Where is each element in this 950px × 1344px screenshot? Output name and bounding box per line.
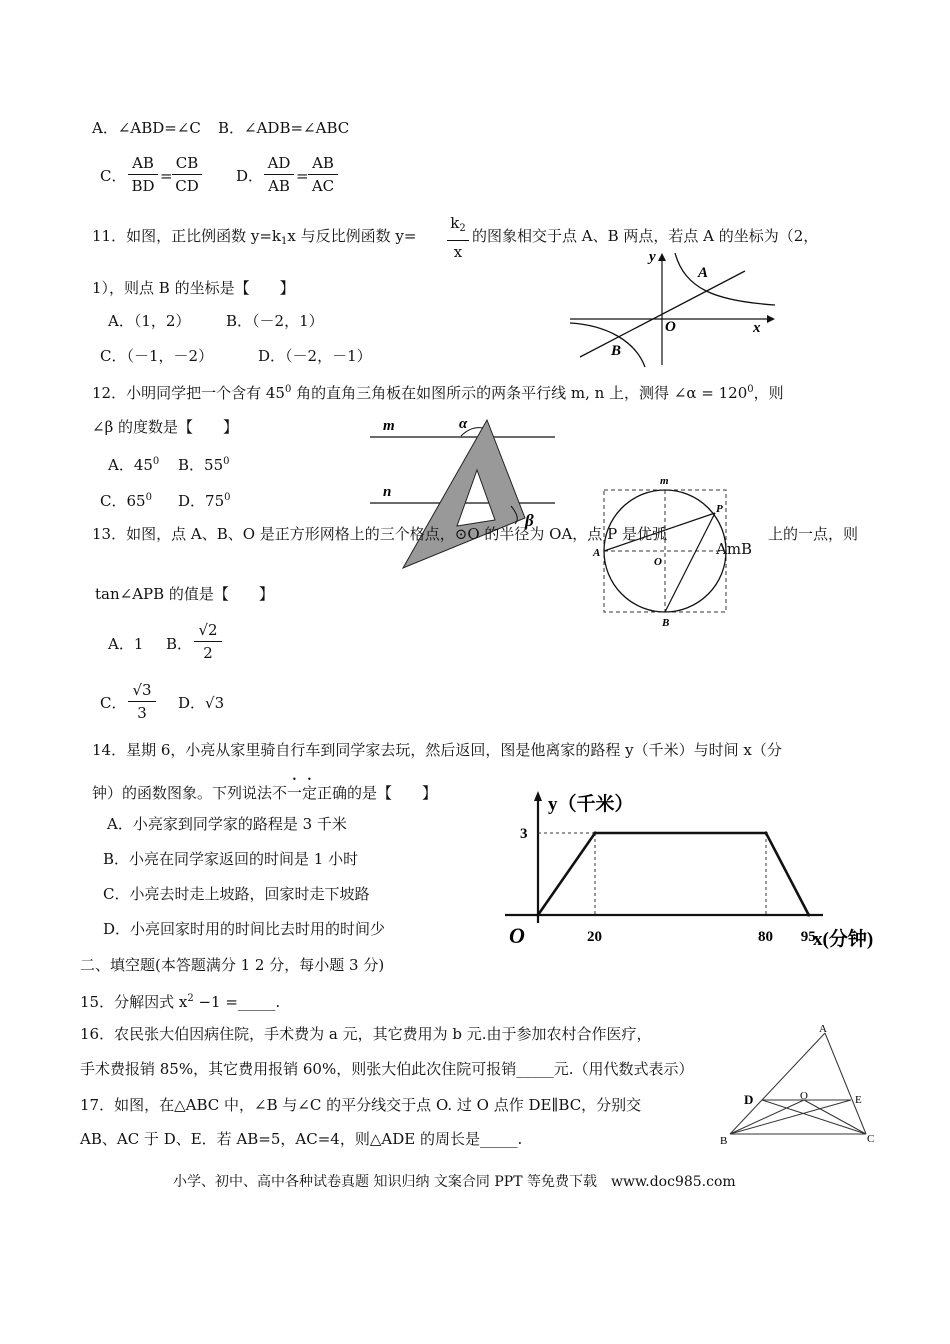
q10-option-c-label: C． bbox=[100, 167, 127, 185]
q13-option-b-label: B． bbox=[166, 635, 193, 653]
y-axis-arrow bbox=[534, 791, 542, 801]
y-axis-label: y bbox=[649, 249, 656, 265]
x-tick-label-80: 80 bbox=[758, 929, 773, 945]
data-point-0 bbox=[536, 913, 539, 916]
q13-answer-bracket: tan∠APB 的值是【 】 bbox=[95, 585, 274, 603]
point-b-label: B bbox=[611, 343, 622, 359]
q17-triangle-figure bbox=[718, 1020, 883, 1150]
q12-option-c: C．$65^0$ bbox=[100, 492, 152, 510]
x-axis-arrow bbox=[767, 315, 775, 323]
q10-option-c-right-fraction bbox=[172, 152, 202, 197]
y-axis-label: y（千米） bbox=[548, 794, 634, 815]
q13-option-b-fraction bbox=[194, 619, 222, 664]
q13-option-c-label: C． bbox=[100, 694, 127, 712]
q12-question-text: 12．小明同学把一个含有 $45^0$ 角的直角三角板在如图所示的两条平行线 m, n 上，测得 ∠α = $120^0$，则 bbox=[92, 384, 784, 402]
x-axis-label: x bbox=[753, 320, 761, 336]
triangle-ruler bbox=[403, 420, 525, 568]
q15-question-text: 15．分解因式 $x^2 -1$ =_____. bbox=[80, 993, 281, 1011]
q10-option-d-right-fraction bbox=[308, 152, 338, 197]
fraction-numerator: $k_2$ bbox=[447, 212, 469, 241]
fraction-denominator: AB bbox=[268, 177, 290, 195]
x-tick-label-20: 20 bbox=[587, 929, 602, 945]
q10-option-c-left-fraction bbox=[128, 152, 158, 197]
data-point-95 bbox=[807, 913, 810, 916]
arc-amb-label: AmB bbox=[716, 540, 753, 558]
q12-option-a: A．$45^0$ bbox=[108, 456, 160, 474]
q10-option-b: B．∠ADB=∠ABC bbox=[218, 119, 350, 137]
q14-option-c: C．小亮去时走上坡路，回家时走下坡路 bbox=[103, 885, 370, 903]
bisector-bo bbox=[730, 1100, 804, 1134]
fraction-numerator: AB bbox=[308, 152, 338, 175]
q10-option-a: A．∠ABD=∠C bbox=[92, 119, 201, 137]
line-n-label: n bbox=[383, 484, 392, 500]
fraction-numerator: AD bbox=[264, 152, 294, 175]
point-a-label: A bbox=[698, 265, 709, 281]
point-d-label: D bbox=[744, 1092, 754, 1107]
section-2-heading: 二、填空题(本答题满分 1 2 分，每小题 3 分) bbox=[80, 956, 385, 974]
q12-answer-bracket: ∠β 的度数是【 】 bbox=[92, 418, 239, 436]
point-b-label: B bbox=[720, 1135, 728, 1147]
alpha-label: α bbox=[459, 416, 468, 432]
side-ab bbox=[730, 1033, 825, 1134]
equals-sign: = bbox=[160, 167, 173, 185]
q11-question-text-cont: 的图象相交于点 A、B 两点，若点 A 的坐标为（2， bbox=[472, 227, 819, 245]
data-point-20 bbox=[593, 831, 596, 834]
q12-triangle-ruler-figure bbox=[365, 408, 560, 578]
point-e-label: E bbox=[855, 1094, 862, 1106]
data-point-80 bbox=[764, 831, 767, 834]
line-m-label: m bbox=[383, 418, 395, 434]
origin-label: O bbox=[509, 923, 525, 948]
point-o-label: O bbox=[800, 1090, 808, 1102]
q11-question-text: 11．如图，正比例函数 $y=k_1x$ 与反比例函数 y= bbox=[92, 227, 417, 247]
point-a-label: A bbox=[819, 1023, 827, 1035]
q10-option-d-label: D． bbox=[236, 167, 264, 185]
q10-option-d-left-fraction bbox=[264, 152, 294, 197]
q14-option-b: B．小亮在同学家返回的时间是 1 小时 bbox=[103, 850, 359, 868]
fraction-numerator: √2 bbox=[194, 619, 222, 642]
point-m-label: m bbox=[660, 475, 669, 487]
q13-question-text-cont: 上的一点，则 bbox=[768, 525, 859, 543]
y-tick-label-3: 3 bbox=[520, 826, 528, 842]
q14-question-text: 14．星期 6，小亮从家里骑自行车到同学家去玩，然后返回，图是他离家的路程 y（千米）与时间 x（分 bbox=[92, 741, 782, 759]
q11-fraction-k2-over-x bbox=[447, 212, 469, 263]
side-ac bbox=[825, 1033, 866, 1134]
q11-option-b: B．（－2，1） bbox=[226, 312, 324, 330]
circle-o bbox=[604, 490, 726, 612]
origin-label: O bbox=[665, 319, 676, 335]
y-axis-arrow bbox=[658, 253, 666, 261]
q14-option-a: A．小亮家到同学家的路程是 3 千米 bbox=[107, 815, 347, 833]
fraction-numerator: AB bbox=[128, 152, 158, 175]
q16-question-text: 16．农民张大伯因病住院，手术费为 a 元，其它费用为 b 元.由于参加农村合作医疗， bbox=[80, 1025, 652, 1043]
q11-answer-bracket: 1），则点 B 的坐标是【 】 bbox=[92, 279, 295, 297]
q13-circle-grid-figure bbox=[588, 470, 748, 630]
q11-option-a: A．（1，2） bbox=[108, 312, 191, 330]
point-o-label: O bbox=[654, 556, 662, 568]
point-p-label: P bbox=[716, 503, 723, 515]
q13-question-text: 13．如图，点 A、B、O 是正方形网格上的三个格点，⊙O 的半径为 OA，点 P 是优弧 bbox=[92, 525, 667, 543]
fraction-denominator: CD bbox=[175, 177, 199, 195]
q17-question-text-cont: AB、AC 于 D、E．若 AB=5，AC=4，则△ADE 的周长是_____. bbox=[80, 1130, 523, 1148]
fraction-denominator: x bbox=[453, 243, 463, 261]
beta-label: β bbox=[525, 511, 534, 530]
hyperbola-branch-1 bbox=[675, 253, 775, 305]
q11-function-graph bbox=[565, 245, 780, 370]
x-axis-label: x(分钟) bbox=[813, 929, 874, 950]
q11-option-c: C．（－1，－2） bbox=[100, 347, 214, 365]
q14-distance-time-chart bbox=[505, 785, 874, 957]
fraction-denominator: BD bbox=[131, 177, 155, 195]
q17-question-text: 17．如图，在△ABC 中，∠B 与∠C 的平分线交于点 O. 过 O 点作 DE∥BC，分别交 bbox=[80, 1096, 642, 1114]
point-a-label: A bbox=[593, 547, 601, 559]
point-b-label: B bbox=[662, 617, 670, 629]
fraction-numerator: √3 bbox=[128, 679, 156, 702]
q14-option-d: D．小亮回家时用的时间比去时用的时间少 bbox=[103, 920, 386, 938]
q13-option-d: D．√3 bbox=[178, 694, 225, 712]
q12-option-b: B．$55^0$ bbox=[178, 456, 230, 474]
x-tick-label-95: 95 bbox=[800, 929, 816, 945]
fraction-denominator: 2 bbox=[203, 644, 213, 662]
fraction-numerator: CB bbox=[172, 152, 202, 175]
series-line-distance bbox=[538, 833, 809, 915]
fraction-denominator: AC bbox=[311, 177, 335, 195]
q14-question-text-cont: 钟）的函数图象。下列说法不一定正确的是【 】 bbox=[92, 784, 438, 802]
q11-option-d: D．（－2，－1） bbox=[258, 347, 372, 365]
q13-option-c-fraction bbox=[128, 679, 156, 724]
page-footer: 小学、初中、高中各种试卷真题 知识归纳 文案合同 PPT 等免费下载 www.doc985.com bbox=[173, 1174, 736, 1190]
q16-question-text-cont: 手术费报销 85%，其它费用报销 60%，则张大伯此次住院可报销_____元.（用代数式表示） bbox=[80, 1060, 694, 1078]
equals-sign: = bbox=[296, 167, 309, 185]
point-c-label: C bbox=[867, 1133, 875, 1145]
fraction-denominator: 3 bbox=[137, 704, 147, 722]
q13-option-a: A．1 bbox=[108, 635, 144, 653]
q12-option-d: D．$75^0$ bbox=[178, 492, 231, 510]
